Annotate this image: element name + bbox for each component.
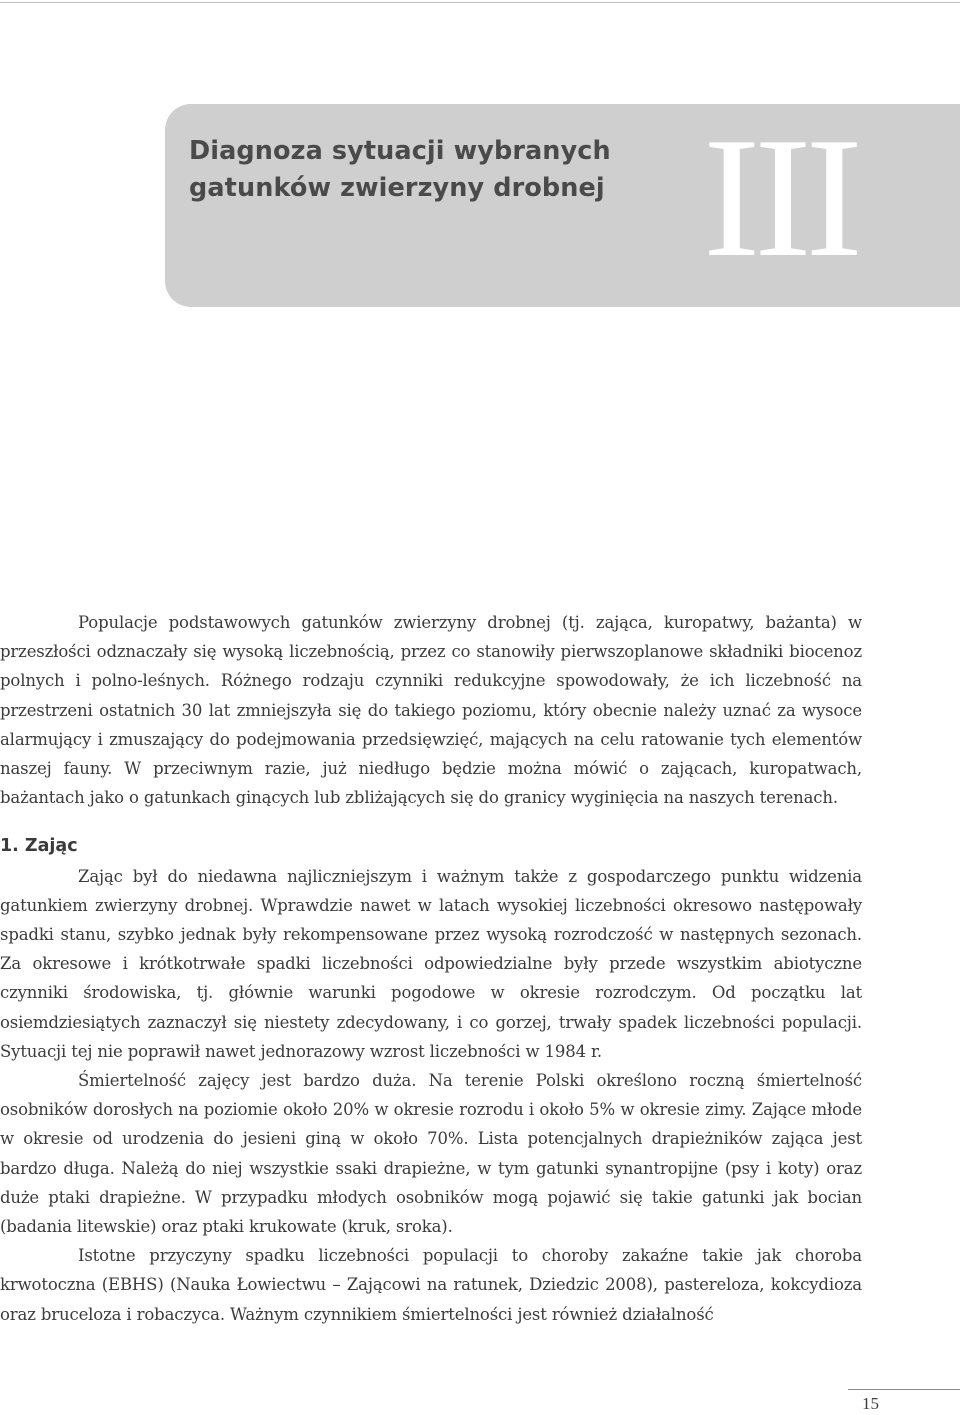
section-heading: 1. Zając bbox=[0, 836, 78, 857]
page-number: 15 bbox=[862, 1394, 879, 1413]
section-paragraph: Śmiertelność zajęcy jest bardzo duża. Na terenie Polski określono roczną śmiertelność osobników dorosłych na poziomie około 20% w okresie rozrodu i około 5% w okresie zimy. Zające młode w okresie od urodzenia do jesieni giną w około 70%. Lista potencjalnych drapieżników zająca jest bardzo długa. Należą do niej wszystkie ssaki drapieżne, w tym gatunki synantropijne (psy i koty) oraz duże ptaki drapieżne. W przypadku młodych osobników mogą pojawić się takie gatunki jak bocian (badania litewskie) oraz ptaki krukowate (kruk, sroka). bbox=[0, 1071, 862, 1237]
section-paragraph: Zając był do niedawna najliczniejszym i ważnym także z gospodarczego punktu widzenia gatunkiem zwierzyny drobnej. Wprawdzie nawet w latach wysokiej liczebności okresowo następowały spadki stanu, szybko jednak były rekompensowane przez wysoką rozrodczość w następnych sezonach. Za okresowe i krótkotrwałe spadki liczebności odpowiedzialne były przede wszystkim abiotyczne czynniki środowiska, tj. głównie warunki pogodowe w okresie rozrodczym. Od początku lat osiemdziesiątych zaznaczył się niestety zdecydowany, i co gorzej, trwały spadek liczebności populacji. Sytuacji tej nie poprawił nawet jednorazowy wzrost liczebności w 1984 r. bbox=[0, 866, 862, 1061]
chapter-title bbox=[189, 133, 611, 207]
intro-paragraph: Populacje podstawowych gatunków zwierzyny drobnej (tj. zająca, kuropatwy, bażanta) w przeszłości odznaczały się wysoką liczebnością, przez co stanowiły pierwszoplanowe składniki biocenoz polnych i polno-leśnych. Różnego rodzaju czynniki redukcyjne spowodowały, że ich liczebność na przestrzeni ostatnich 30 lat zmniejszyła się do takiego poziomu, który obecnie należy uznać za wysoce alarmujący i zmuszający do podejmowania przedsięwzięć, mających na celu ratowanie tych elementów naszej fauny. W przeciwnym razie, już niedługo będzie można mówić o zającach, kuropatwach, bażantach jako o gatunkach ginących lub zbliżających się do granicy wyginięcia na naszych terenach. bbox=[0, 613, 862, 808]
page-body bbox=[0, 608, 862, 1329]
chapter-numeral: III bbox=[703, 104, 857, 293]
page-number-rule bbox=[848, 1389, 960, 1390]
section-paragraph: Istotne przyczyny spadku liczebności populacji to choroby zakaźne takie jak choroba krwotoczna (EBHS) (Nauka Łowiectwu – Zającowi na ratunek, Dziedzic 2008), pastereloza, kokcydioza oraz bruceloza i robaczyca. Ważnym czynnikiem śmiertelności jest również działalność bbox=[0, 1246, 862, 1324]
chapter-title-line-2: gatunków zwierzyny drobnej bbox=[189, 173, 605, 203]
top-rule bbox=[0, 2, 960, 3]
chapter-title-line-1: Diagnoza sytuacji wybranych bbox=[189, 136, 611, 166]
chapter-banner bbox=[165, 104, 960, 307]
